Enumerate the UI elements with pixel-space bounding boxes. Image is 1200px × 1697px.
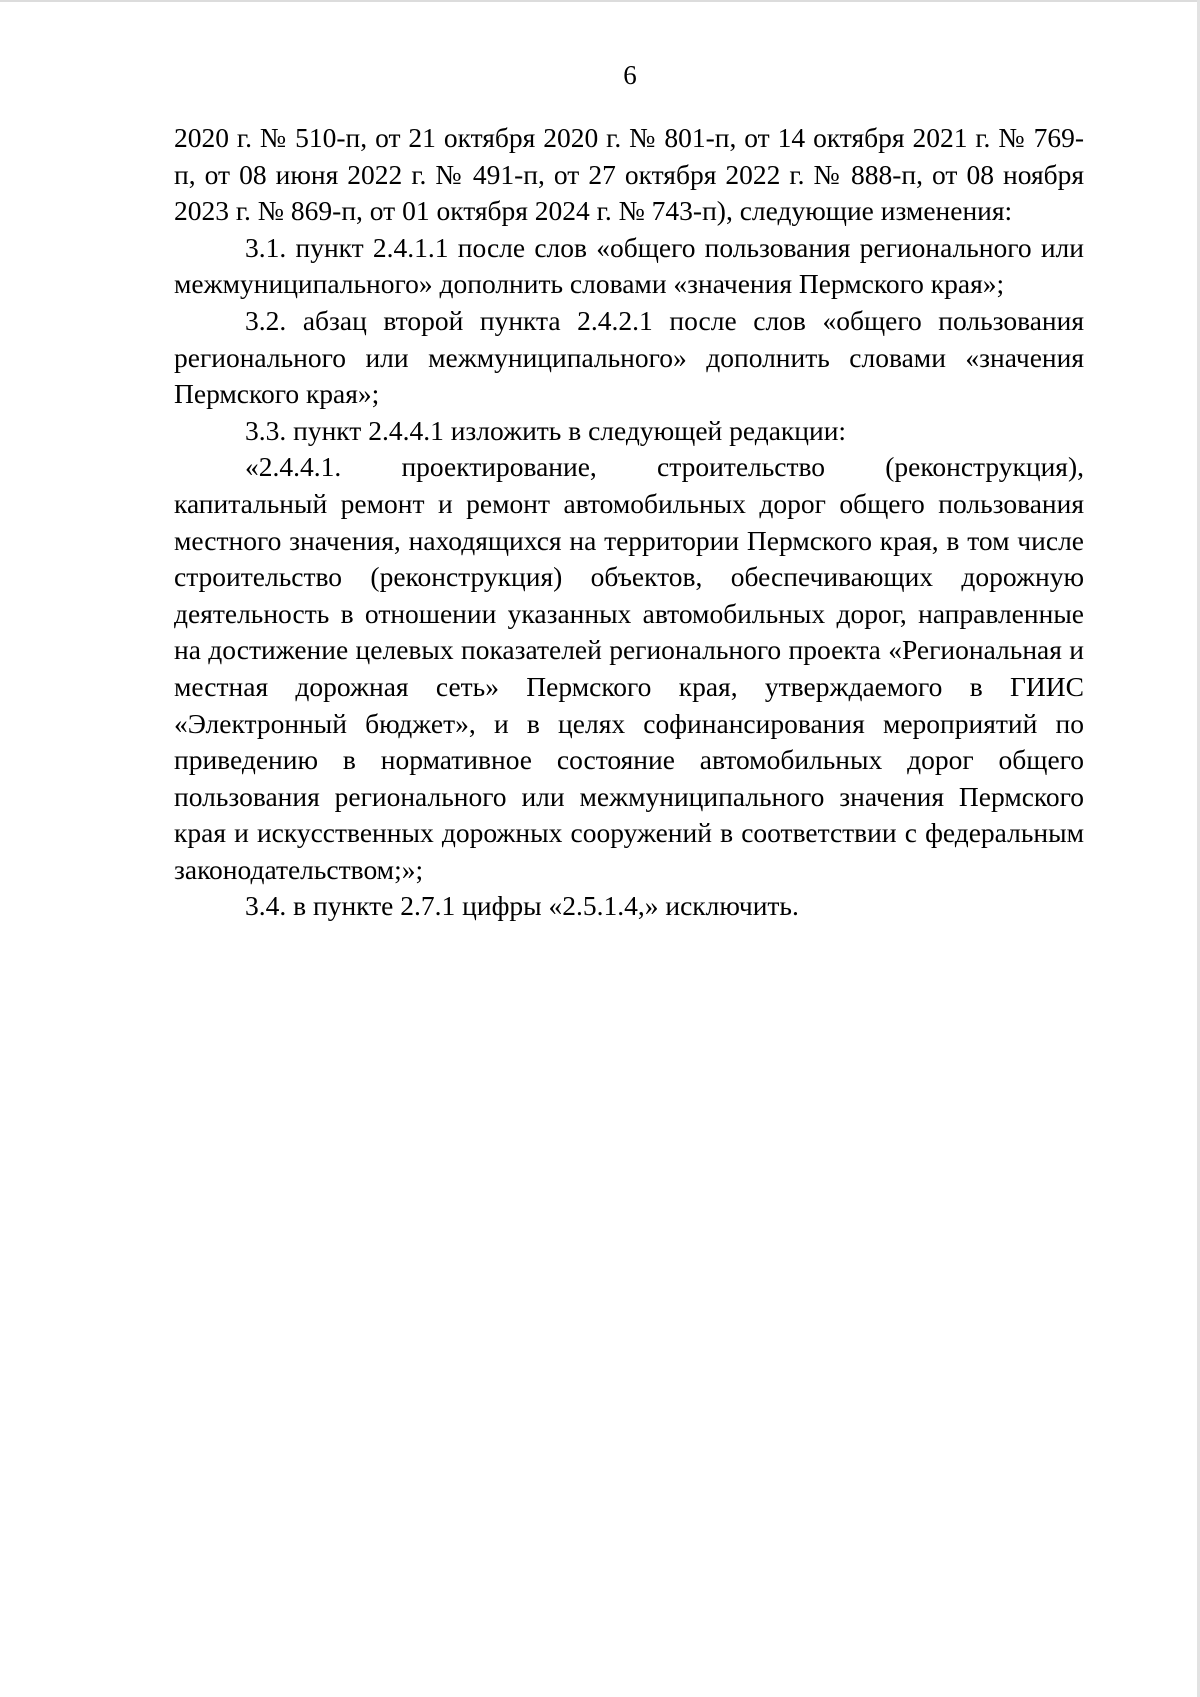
document-body: [174, 120, 1084, 925]
paragraph-3-4: 3.4. в пункте 2.7.1 цифры «2.5.1.4,» исключить.: [245, 890, 799, 922]
paragraph-3-2: 3.2. абзац второй пункта 2.4.2.1 после слов «общего пользования регионального или межмуниципального» дополнить словами «значения Пермского края»;: [174, 304, 1084, 410]
scan-edge-top: [0, 0, 1200, 2]
paragraph-3-3: 3.3. пункт 2.4.4.1 изложить в следующей редакции:: [245, 414, 847, 446]
paragraph-3-1: 3.1. пункт 2.4.1.1 после слов «общего пользования регионального или межмуниципального» дополнить словами «значения Пермского края»;: [174, 231, 1084, 300]
paragraph-2-4-4-1: «2.4.4.1. проектирование, строительство (реконструкция), капитальный ремонт и ремонт автомобильных дорог общего пользования местного значения, находящихся на территории Пермского края, в том числе строительство (реконструкция) объектов, обеспечивающих дорожную деятельность в отношении указанных автомобильных дорог, направленные на достижение целевых показателей регионального проекта «Региональная и местная дорожная сеть» Пермского края, утверждаемого в ГИИС «Электронный бюджет», и в целях софинансирования мероприятий по приведению в нормативное состояние автомобильных дорог общего пользования регионального или межмуниципального значения Пермского края и искусственных дорожных сооружений в соответствии с федеральным законодательством;»;: [174, 451, 1084, 885]
paragraph-continuation: 2020 г. № 510-п, от 21 октября 2020 г. № 801-п, от 14 октября 2021 г. № 769-п, от 08 июня 2022 г. № 491-п, от 27 октября 2022 г. № 888-п, от 08 ноября 2023 г. № 869-п, от 01 октября 2024 г. № 743-п), следующие изменения:: [174, 122, 1084, 227]
page-number: 6: [623, 60, 637, 90]
